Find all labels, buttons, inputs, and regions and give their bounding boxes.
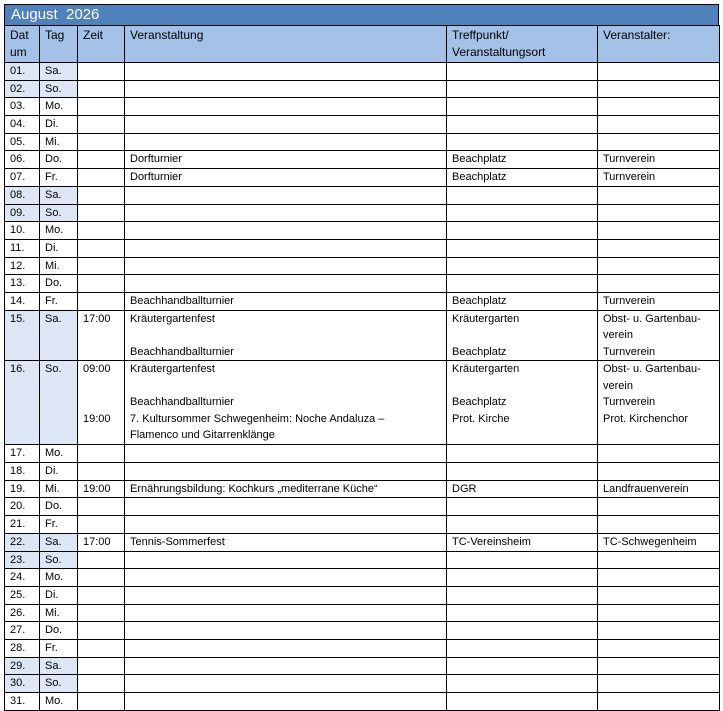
ort-text: Beachplatz <box>452 153 507 166</box>
ort-text <box>452 378 592 395</box>
veranstaltung-cell[interactable] <box>125 586 447 604</box>
veranstaltung-cell[interactable] <box>125 480 447 498</box>
veranstalter-cell[interactable] <box>598 80 720 98</box>
zeit-cell[interactable] <box>78 657 125 675</box>
tag-cell[interactable]: Do. <box>40 498 78 516</box>
table-row <box>5 98 720 116</box>
veranstaltung-cell[interactable] <box>125 239 447 257</box>
table-row <box>5 480 720 498</box>
veranstalter-cell[interactable] <box>598 639 720 657</box>
datum-cell[interactable]: 08. <box>5 186 40 204</box>
header-label: Zeit <box>83 28 104 42</box>
header-tag[interactable] <box>40 26 78 63</box>
zeit-cell[interactable] <box>78 463 125 481</box>
tag-cell[interactable]: Mi. <box>40 604 78 622</box>
header-row <box>5 26 720 63</box>
table-row <box>5 533 720 551</box>
tag-cell[interactable]: Mo. <box>40 569 78 587</box>
table-row <box>5 186 720 204</box>
veranstalter-cell[interactable] <box>598 693 720 711</box>
tag-cell[interactable]: Di. <box>40 463 78 481</box>
veranstaltung-text: Beachhandballturnier <box>130 396 234 409</box>
veranstaltung-cell[interactable] <box>125 63 447 81</box>
veranstaltung-cell[interactable] <box>125 533 447 551</box>
tag-cell[interactable]: Sa. <box>40 186 78 204</box>
datum-cell[interactable]: 07. <box>5 169 40 187</box>
ort-cell[interactable] <box>447 186 598 204</box>
veranstalter-cell[interactable] <box>598 222 720 240</box>
header-veranstalter[interactable] <box>598 26 720 63</box>
zeit-text <box>83 151 119 168</box>
veranstalter-text: Turnverein <box>603 171 656 184</box>
tag-cell[interactable]: Mo. <box>40 222 78 240</box>
zeit-cell[interactable] <box>78 551 125 569</box>
veranstalter-cell[interactable] <box>598 361 720 445</box>
veranstaltung-cell[interactable] <box>125 693 447 711</box>
ort-cell[interactable] <box>447 551 598 569</box>
zeit-cell[interactable] <box>78 204 125 222</box>
ort-cell[interactable] <box>447 204 598 222</box>
ort-cell[interactable] <box>447 622 598 640</box>
zeit-cell[interactable] <box>78 63 125 81</box>
table-row <box>5 604 720 622</box>
header-label: Veranstalter: <box>603 28 671 42</box>
zeit-cell[interactable] <box>78 133 125 151</box>
veranstaltung-cell[interactable] <box>125 292 447 310</box>
veranstalter-cell[interactable] <box>598 292 720 310</box>
veranstalter-text: Landfrauenverein <box>603 482 689 495</box>
veranstalter-text: verein <box>603 329 633 342</box>
veranstaltung-cell[interactable] <box>125 551 447 569</box>
ort-cell[interactable] <box>447 445 598 463</box>
veranstalter-cell[interactable] <box>598 257 720 275</box>
zeit-cell[interactable] <box>78 604 125 622</box>
header-label: Tag <box>45 28 65 42</box>
veranstaltung-cell[interactable] <box>125 639 447 657</box>
header-label: Veranstaltung <box>130 28 204 42</box>
zeit-text <box>83 378 119 395</box>
ort-cell[interactable] <box>447 569 598 587</box>
table-body <box>5 63 720 711</box>
datum-cell[interactable]: 20. <box>5 498 40 516</box>
veranstaltung-cell[interactable] <box>125 361 447 445</box>
datum-cell[interactable]: 18. <box>5 463 40 481</box>
datum-cell[interactable]: 09. <box>5 204 40 222</box>
datum-cell[interactable]: 29. <box>5 657 40 675</box>
ort-text: Kräutergarten <box>452 363 520 376</box>
ort-text: Beachplatz <box>452 345 507 358</box>
veranstaltung-cell[interactable] <box>125 151 447 169</box>
table-row <box>5 169 720 187</box>
veranstaltung-cell[interactable] <box>125 657 447 675</box>
table-row <box>5 516 720 534</box>
datum-cell[interactable]: 10. <box>5 222 40 240</box>
table-row <box>5 445 720 463</box>
table-row <box>5 551 720 569</box>
veranstaltung-text: Kräutergartenfest <box>130 312 215 325</box>
table-row <box>5 657 720 675</box>
zeit-text <box>83 427 119 444</box>
datum-cell[interactable]: 16. <box>5 361 40 445</box>
veranstaltung-cell[interactable] <box>125 498 447 516</box>
table-row <box>5 586 720 604</box>
zeit-cell[interactable] <box>78 292 125 310</box>
veranstalter-text: Obst- u. Gartenbau- <box>603 312 701 325</box>
zeit-cell[interactable] <box>78 169 125 187</box>
ort-text: Beachplatz <box>452 171 507 184</box>
veranstaltung-cell[interactable] <box>125 604 447 622</box>
ort-text: Beachplatz <box>452 396 507 409</box>
table-row <box>5 133 720 151</box>
tag-cell[interactable]: Sa. <box>40 310 78 361</box>
veranstalter-text: Turnverein <box>603 345 656 358</box>
table-row <box>5 310 720 361</box>
table-row <box>5 63 720 81</box>
veranstalter-cell[interactable] <box>598 133 720 151</box>
datum-cell[interactable]: 26. <box>5 604 40 622</box>
tag-cell[interactable]: Fr. <box>40 292 78 310</box>
ort-text <box>452 327 592 344</box>
veranstalter-text: verein <box>603 379 633 392</box>
ort-cell[interactable] <box>447 133 598 151</box>
zeit-cell[interactable] <box>78 310 125 361</box>
datum-cell[interactable]: 24. <box>5 569 40 587</box>
zeit-text: 19:00 <box>83 412 111 425</box>
zeit-cell[interactable] <box>78 80 125 98</box>
ort-cell[interactable] <box>447 361 598 445</box>
table-row <box>5 622 720 640</box>
veranstaltung-text: Tennis-Sommerfest <box>130 535 225 548</box>
zeit-cell[interactable] <box>78 186 125 204</box>
table-row <box>5 151 720 169</box>
datum-cell[interactable]: 15. <box>5 310 40 361</box>
table-row <box>5 639 720 657</box>
table-row <box>5 292 720 310</box>
zeit-cell[interactable] <box>78 622 125 640</box>
datum-cell[interactable]: 02. <box>5 80 40 98</box>
veranstalter-cell[interactable] <box>598 63 720 81</box>
zeit-cell[interactable] <box>78 151 125 169</box>
veranstalter-cell[interactable] <box>598 498 720 516</box>
datum-cell[interactable]: 19. <box>5 480 40 498</box>
zeit-cell[interactable] <box>78 116 125 134</box>
zeit-cell[interactable] <box>78 639 125 657</box>
veranstalter-cell[interactable] <box>598 569 720 587</box>
veranstaltung-text: Kräutergartenfest <box>130 363 215 376</box>
tag-cell[interactable]: So. <box>40 675 78 693</box>
zeit-cell[interactable] <box>78 361 125 445</box>
tag-cell[interactable]: Di. <box>40 116 78 134</box>
veranstaltung-cell[interactable] <box>125 569 447 587</box>
veranstaltung-text: Beachhandballturnier <box>130 345 234 358</box>
tag-cell[interactable]: Di. <box>40 586 78 604</box>
ort-text: DGR <box>452 482 477 495</box>
ort-cell[interactable] <box>447 657 598 675</box>
ort-cell[interactable] <box>447 239 598 257</box>
veranstalter-text: TC-Schwegenheim <box>603 535 697 548</box>
zeit-cell[interactable] <box>78 569 125 587</box>
table-row <box>5 116 720 134</box>
datum-cell[interactable]: 28. <box>5 639 40 657</box>
veranstalter-cell[interactable] <box>598 551 720 569</box>
veranstalter-text: Obst- u. Gartenbau- <box>603 363 701 376</box>
tag-cell[interactable]: Sa. <box>40 533 78 551</box>
ort-cell[interactable] <box>447 63 598 81</box>
zeit-cell[interactable] <box>78 533 125 551</box>
ort-cell[interactable] <box>447 292 598 310</box>
table-row <box>5 463 720 481</box>
ort-cell[interactable] <box>447 533 598 551</box>
zeit-cell[interactable] <box>78 586 125 604</box>
zeit-text <box>83 169 119 186</box>
veranstalter-cell[interactable] <box>598 657 720 675</box>
veranstalter-text: Turnverein <box>603 396 656 409</box>
table-row <box>5 498 720 516</box>
datum-cell[interactable]: 17. <box>5 445 40 463</box>
zeit-text <box>83 344 119 361</box>
zeit-text: 09:00 <box>83 363 111 376</box>
zeit-text <box>83 293 119 310</box>
calendar-sheet <box>4 4 719 711</box>
veranstalter-cell[interactable] <box>598 480 720 498</box>
zeit-cell[interactable] <box>78 693 125 711</box>
veranstaltung-cell[interactable] <box>125 133 447 151</box>
datum-cell[interactable]: 13. <box>5 275 40 293</box>
ort-text: Beachplatz <box>452 294 507 307</box>
datum-cell[interactable]: 23. <box>5 551 40 569</box>
veranstaltung-cell[interactable] <box>125 116 447 134</box>
zeit-text <box>83 327 119 344</box>
veranstaltung-cell[interactable] <box>125 275 447 293</box>
ort-text: Kräutergarten <box>452 312 520 325</box>
veranstalter-cell[interactable] <box>598 622 720 640</box>
tag-cell[interactable]: Mi. <box>40 257 78 275</box>
tag-cell[interactable]: Mi. <box>40 480 78 498</box>
datum-cell[interactable]: 27. <box>5 622 40 640</box>
zeit-cell[interactable] <box>78 445 125 463</box>
tag-cell[interactable]: So. <box>40 551 78 569</box>
table-row <box>5 257 720 275</box>
veranstaltung-cell[interactable] <box>125 257 447 275</box>
header-label: Treffpunkt/ <box>452 28 509 42</box>
tag-cell[interactable]: Do. <box>40 275 78 293</box>
datum-cell[interactable]: 04. <box>5 116 40 134</box>
ort-cell[interactable] <box>447 516 598 534</box>
zeit-cell[interactable] <box>78 516 125 534</box>
veranstalter-text: Turnverein <box>603 153 656 166</box>
tag-cell[interactable]: Mo. <box>40 445 78 463</box>
veranstaltung-text: Dorfturnier <box>130 171 182 184</box>
veranstaltung-text: Dorfturnier <box>130 153 182 166</box>
zeit-cell[interactable] <box>78 98 125 116</box>
ort-cell[interactable] <box>447 257 598 275</box>
ort-cell[interactable] <box>447 98 598 116</box>
veranstalter-cell[interactable] <box>598 533 720 551</box>
datum-cell[interactable]: 05. <box>5 133 40 151</box>
tag-cell[interactable]: So. <box>40 361 78 445</box>
veranstaltung-cell[interactable] <box>125 222 447 240</box>
table-row <box>5 275 720 293</box>
tag-cell[interactable]: Sa. <box>40 657 78 675</box>
veranstalter-text: Turnverein <box>603 294 656 307</box>
datum-cell[interactable]: 22. <box>5 533 40 551</box>
veranstalter-cell[interactable] <box>598 169 720 187</box>
month-title[interactable]: August 2026 <box>4 4 719 25</box>
veranstalter-cell[interactable] <box>598 586 720 604</box>
ort-cell[interactable] <box>447 169 598 187</box>
zeit-cell[interactable] <box>78 257 125 275</box>
tag-cell[interactable]: Mo. <box>40 98 78 116</box>
ort-cell[interactable] <box>447 586 598 604</box>
table-row <box>5 693 720 711</box>
datum-cell[interactable]: 01. <box>5 63 40 81</box>
veranstalter-text: Prot. Kirchenchor <box>603 412 688 425</box>
veranstalter-text <box>603 427 714 444</box>
header-ort[interactable] <box>447 26 598 63</box>
header-veranstaltung[interactable] <box>125 26 447 63</box>
ort-cell[interactable] <box>447 693 598 711</box>
veranstalter-cell[interactable] <box>598 116 720 134</box>
datum-cell[interactable]: 06. <box>5 151 40 169</box>
ort-cell[interactable] <box>447 275 598 293</box>
veranstaltung-cell[interactable] <box>125 445 447 463</box>
veranstalter-cell[interactable] <box>598 445 720 463</box>
ort-cell[interactable] <box>447 498 598 516</box>
header-datum[interactable] <box>5 26 40 63</box>
table-row <box>5 361 720 445</box>
veranstalter-cell[interactable] <box>598 98 720 116</box>
header-zeit[interactable] <box>78 26 125 63</box>
veranstaltung-text: 7. Kultursommer Schwegenheim: Noche Andaluza – <box>130 412 385 425</box>
veranstaltung-cell[interactable] <box>125 463 447 481</box>
tag-cell[interactable]: Mo. <box>40 693 78 711</box>
tag-cell[interactable]: Fr. <box>40 516 78 534</box>
ort-cell[interactable] <box>447 116 598 134</box>
zeit-cell[interactable] <box>78 480 125 498</box>
tag-cell[interactable]: Sa. <box>40 63 78 81</box>
table-row <box>5 80 720 98</box>
datum-cell[interactable]: 25. <box>5 586 40 604</box>
ort-cell[interactable] <box>447 604 598 622</box>
veranstaltung-cell[interactable] <box>125 169 447 187</box>
veranstaltung-cell[interactable] <box>125 186 447 204</box>
datum-cell[interactable]: 12. <box>5 257 40 275</box>
veranstaltung-cell[interactable] <box>125 204 447 222</box>
ort-cell[interactable] <box>447 310 598 361</box>
zeit-text: 17:00 <box>83 312 111 325</box>
table-row <box>5 204 720 222</box>
header-label: um <box>10 45 27 59</box>
veranstalter-cell[interactable] <box>598 463 720 481</box>
veranstaltung-cell[interactable] <box>125 310 447 361</box>
zeit-cell[interactable] <box>78 239 125 257</box>
datum-cell[interactable]: 11. <box>5 239 40 257</box>
zeit-cell[interactable] <box>78 275 125 293</box>
veranstalter-cell[interactable] <box>598 239 720 257</box>
veranstalter-cell[interactable] <box>598 310 720 361</box>
header-label: Dat <box>10 28 29 42</box>
tag-cell[interactable]: So. <box>40 204 78 222</box>
datum-cell[interactable]: 14. <box>5 292 40 310</box>
ort-cell[interactable] <box>447 151 598 169</box>
ort-cell[interactable] <box>447 222 598 240</box>
veranstaltung-text: Flamenco und Gitarrenklänge <box>130 429 275 442</box>
veranstalter-cell[interactable] <box>598 204 720 222</box>
header-label: Veranstaltungsort <box>452 45 546 59</box>
ort-text <box>452 427 592 444</box>
datum-cell[interactable]: 31. <box>5 693 40 711</box>
veranstaltung-cell[interactable] <box>125 516 447 534</box>
veranstaltung-text <box>130 327 441 344</box>
datum-cell[interactable]: 30. <box>5 675 40 693</box>
table-row <box>5 239 720 257</box>
zeit-cell[interactable] <box>78 222 125 240</box>
table-row <box>5 222 720 240</box>
ort-cell[interactable] <box>447 463 598 481</box>
veranstaltung-cell[interactable] <box>125 98 447 116</box>
veranstalter-cell[interactable] <box>598 275 720 293</box>
ort-cell[interactable] <box>447 639 598 657</box>
events-table <box>4 25 720 711</box>
veranstaltung-text: Beachhandballturnier <box>130 294 234 307</box>
ort-cell[interactable] <box>447 80 598 98</box>
veranstaltung-cell[interactable] <box>125 80 447 98</box>
tag-cell[interactable]: Fr. <box>40 169 78 187</box>
zeit-cell[interactable] <box>78 498 125 516</box>
veranstaltung-text: Ernährungsbildung: Kochkurs „mediterrane Küche“ <box>130 482 378 495</box>
veranstalter-cell[interactable] <box>598 186 720 204</box>
tag-cell[interactable]: Di. <box>40 239 78 257</box>
ort-cell[interactable] <box>447 480 598 498</box>
veranstalter-cell[interactable] <box>598 604 720 622</box>
tag-cell[interactable]: Do. <box>40 622 78 640</box>
tag-cell[interactable]: So. <box>40 80 78 98</box>
zeit-text <box>83 394 119 411</box>
zeit-text: 19:00 <box>83 482 111 495</box>
table-row <box>5 569 720 587</box>
veranstalter-cell[interactable] <box>598 151 720 169</box>
tag-cell[interactable]: Do. <box>40 151 78 169</box>
tag-cell[interactable]: Mi. <box>40 133 78 151</box>
veranstalter-cell[interactable] <box>598 516 720 534</box>
veranstaltung-cell[interactable] <box>125 622 447 640</box>
veranstaltung-text <box>130 378 441 395</box>
datum-cell[interactable]: 21. <box>5 516 40 534</box>
ort-text: TC-Vereinsheim <box>452 535 531 548</box>
ort-text: Prot. Kirche <box>452 412 510 425</box>
datum-cell[interactable]: 03. <box>5 98 40 116</box>
tag-cell[interactable]: Fr. <box>40 639 78 657</box>
zeit-text: 17:00 <box>83 535 111 548</box>
